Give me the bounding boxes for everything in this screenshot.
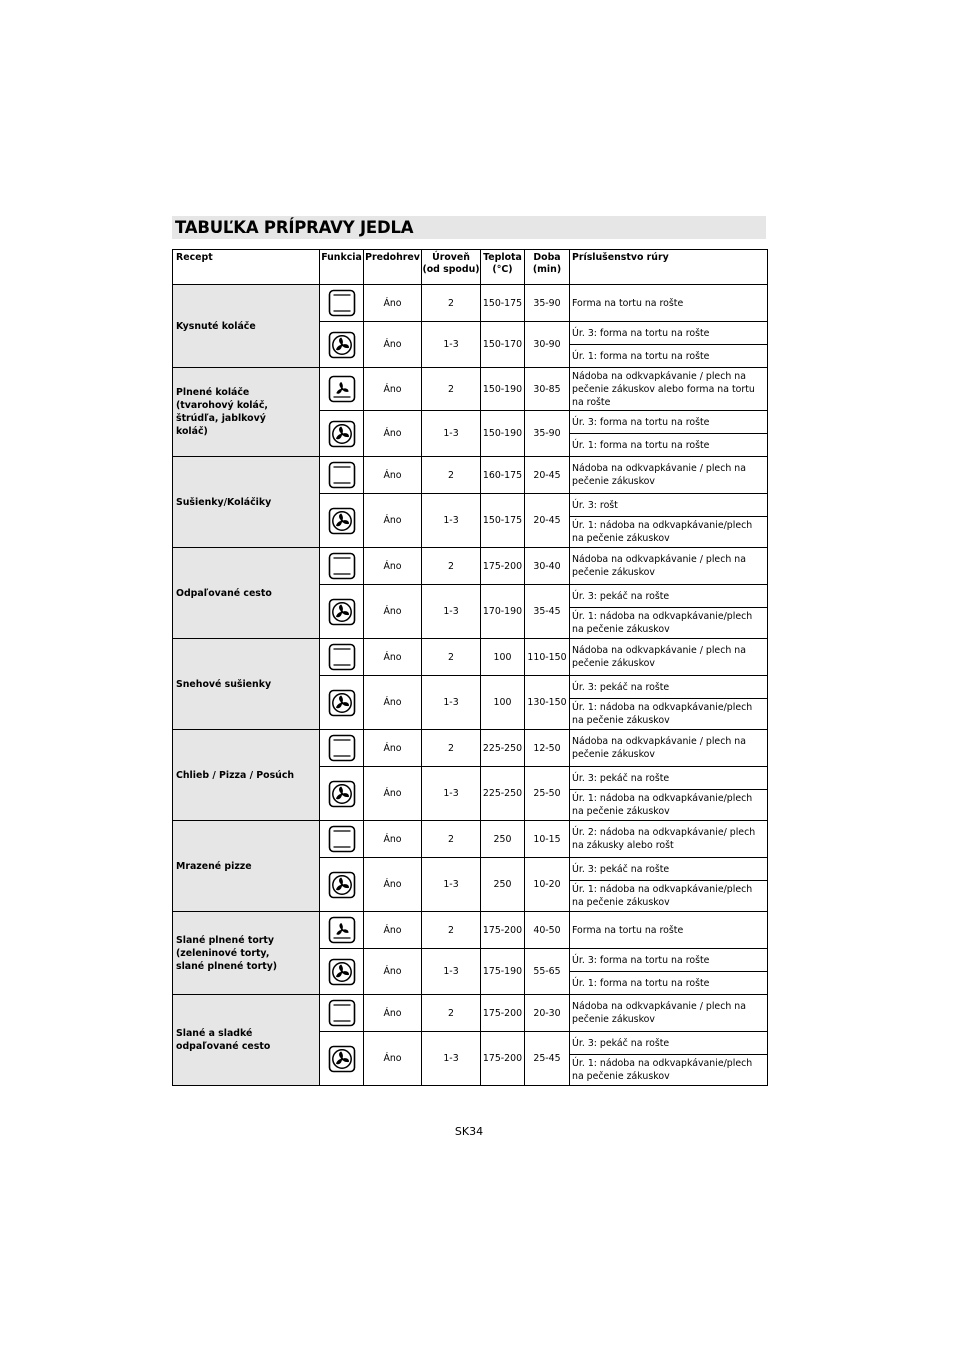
temperature-value: 175-190 <box>481 949 525 995</box>
accessory-text: Úr. 1: forma na tortu na rošte <box>570 345 768 368</box>
preheat-value: Áno <box>364 676 422 730</box>
recipe-name: Kysnuté koláče <box>173 285 320 368</box>
temperature-value: 150-175 <box>481 494 525 548</box>
level-value: 1-3 <box>422 767 481 821</box>
header-predohrev: Predohrev <box>364 250 422 285</box>
header-doba: Doba (min) <box>525 250 570 285</box>
function-cell <box>320 821 364 858</box>
accessory-text: Úr. 3: pekáč na rošte <box>570 767 768 790</box>
preheat-value: Áno <box>364 368 422 411</box>
accessory-text: Forma na tortu na rošte <box>570 912 768 949</box>
function-cell <box>320 949 364 995</box>
preheat-value: Áno <box>364 767 422 821</box>
function-cell <box>320 995 364 1032</box>
function-cell <box>320 548 364 585</box>
temperature-value: 150-175 <box>481 285 525 322</box>
convection-fan-icon <box>328 689 356 717</box>
function-cell <box>320 411 364 457</box>
temperature-value: 175-200 <box>481 912 525 949</box>
conventional-oven-icon <box>328 461 356 489</box>
time-value: 35-45 <box>525 585 570 639</box>
function-cell <box>320 585 364 639</box>
temperature-value: 175-200 <box>481 1032 525 1086</box>
accessory-text: Úr. 1: nádoba na odkvapkávanie/plech na pečenie zákuskov <box>570 699 768 730</box>
header-uroven: Úroveň (od spodu) <box>422 250 481 285</box>
accessory-text: Nádoba na odkvapkávanie / plech na pečenie zákuskov <box>570 548 768 585</box>
function-cell <box>320 767 364 821</box>
function-cell <box>320 1032 364 1086</box>
accessory-text: Úr. 1: nádoba na odkvapkávanie/plech na pečenie zákuskov <box>570 608 768 639</box>
accessory-text: Úr. 1: forma na tortu na rošte <box>570 434 768 457</box>
preheat-value: Áno <box>364 912 422 949</box>
table-row <box>173 912 768 949</box>
accessory-text: Nádoba na odkvapkávanie / plech na pečenie zákuskov <box>570 639 768 676</box>
temperature-value: 225-250 <box>481 767 525 821</box>
level-value: 1-3 <box>422 676 481 730</box>
conventional-oven-icon <box>328 734 356 762</box>
recipe-name: Chlieb / Pizza / Posúch <box>173 730 320 821</box>
function-cell <box>320 639 364 676</box>
preheat-value: Áno <box>364 1032 422 1086</box>
accessory-text: Úr. 1: forma na tortu na rošte <box>570 972 768 995</box>
table-row <box>173 368 768 411</box>
function-cell <box>320 912 364 949</box>
level-value: 2 <box>422 285 481 322</box>
conventional-oven-icon <box>328 825 356 853</box>
convection-fan-icon <box>328 420 356 448</box>
time-value: 25-45 <box>525 1032 570 1086</box>
temperature-value: 170-190 <box>481 585 525 639</box>
level-value: 2 <box>422 548 481 585</box>
time-value: 12-50 <box>525 730 570 767</box>
function-cell <box>320 285 364 322</box>
temperature-value: 250 <box>481 858 525 912</box>
table-row <box>173 285 768 322</box>
function-cell <box>320 858 364 912</box>
conventional-oven-icon <box>328 999 356 1027</box>
title-bar <box>172 216 766 239</box>
preheat-value: Áno <box>364 585 422 639</box>
table-row <box>173 457 768 494</box>
accessory-text: Úr. 3: pekáč na rošte <box>570 585 768 608</box>
convection-fan-icon <box>328 598 356 626</box>
recipe-name: Slané a sladké odpaľované cesto <box>173 995 320 1086</box>
level-value: 1-3 <box>422 411 481 457</box>
level-value: 1-3 <box>422 949 481 995</box>
table-row <box>173 730 768 767</box>
preheat-value: Áno <box>364 995 422 1032</box>
accessory-text: Úr. 1: nádoba na odkvapkávanie/plech na pečenie zákuskov <box>570 790 768 821</box>
temperature-value: 150-190 <box>481 411 525 457</box>
level-value: 1-3 <box>422 494 481 548</box>
convection-fan-icon <box>328 1045 356 1073</box>
preheat-value: Áno <box>364 730 422 767</box>
function-cell <box>320 368 364 411</box>
preheat-value: Áno <box>364 821 422 858</box>
preheat-value: Áno <box>364 285 422 322</box>
accessory-text: Forma na tortu na rošte <box>570 285 768 322</box>
table-header-row <box>173 250 768 285</box>
accessory-text: Úr. 3: rošt <box>570 494 768 517</box>
preheat-value: Áno <box>364 858 422 912</box>
preheat-value: Áno <box>364 949 422 995</box>
function-cell <box>320 457 364 494</box>
accessory-text: Úr. 3: forma na tortu na rošte <box>570 411 768 434</box>
recipe-name: Snehové sušienky <box>173 639 320 730</box>
page-title: TABUĽKA PRÍPRAVY JEDLA <box>175 218 414 237</box>
preheat-value: Áno <box>364 457 422 494</box>
accessory-text: Nádoba na odkvapkávanie / plech na pečenie zákuskov <box>570 995 768 1032</box>
header-teplota: Teplota (°C) <box>481 250 525 285</box>
level-value: 1-3 <box>422 585 481 639</box>
accessory-text: Úr. 1: nádoba na odkvapkávanie/plech na pečenie zákuskov <box>570 1055 768 1086</box>
table-row <box>173 995 768 1032</box>
fan-bake-icon <box>328 375 356 403</box>
preheat-value: Áno <box>364 548 422 585</box>
function-cell <box>320 730 364 767</box>
time-value: 35-90 <box>525 411 570 457</box>
time-value: 10-15 <box>525 821 570 858</box>
level-value: 2 <box>422 912 481 949</box>
level-value: 2 <box>422 730 481 767</box>
conventional-oven-icon <box>328 643 356 671</box>
preheat-value: Áno <box>364 411 422 457</box>
conventional-oven-icon <box>328 289 356 317</box>
header-prislusenstvo: Príslušenstvo rúry <box>570 250 768 285</box>
cooking-table <box>172 249 768 1086</box>
accessory-text: Nádoba na odkvapkávanie / plech na pečenie zákuskov <box>570 730 768 767</box>
temperature-value: 175-200 <box>481 995 525 1032</box>
preheat-value: Áno <box>364 322 422 368</box>
accessory-text: Úr. 3: pekáč na rošte <box>570 858 768 881</box>
accessory-text: Úr. 3: forma na tortu na rošte <box>570 322 768 345</box>
recipe-name: Mrazené pizze <box>173 821 320 912</box>
convection-fan-icon <box>328 507 356 535</box>
level-value: 1-3 <box>422 322 481 368</box>
time-value: 30-90 <box>525 322 570 368</box>
level-value: 1-3 <box>422 1032 481 1086</box>
level-value: 2 <box>422 368 481 411</box>
table-row <box>173 639 768 676</box>
recipe-name: Sušienky/Koláčiky <box>173 457 320 548</box>
level-value: 2 <box>422 995 481 1032</box>
temperature-value: 150-170 <box>481 322 525 368</box>
recipe-name: Odpaľované cesto <box>173 548 320 639</box>
accessory-text: Úr. 3: forma na tortu na rošte <box>570 949 768 972</box>
function-cell <box>320 676 364 730</box>
convection-fan-icon <box>328 331 356 359</box>
table-row <box>173 821 768 858</box>
level-value: 2 <box>422 639 481 676</box>
function-cell <box>320 494 364 548</box>
accessory-text: Nádoba na odkvapkávanie / plech na pečenie zákuskov <box>570 457 768 494</box>
time-value: 25-50 <box>525 767 570 821</box>
temperature-value: 100 <box>481 676 525 730</box>
temperature-value: 150-190 <box>481 368 525 411</box>
header-recept: Recept <box>173 250 320 285</box>
time-value: 130-150 <box>525 676 570 730</box>
time-value: 20-30 <box>525 995 570 1032</box>
temperature-value: 175-200 <box>481 548 525 585</box>
convection-fan-icon <box>328 871 356 899</box>
convection-fan-icon <box>328 780 356 808</box>
temperature-value: 250 <box>481 821 525 858</box>
fan-bake-icon <box>328 916 356 944</box>
accessory-text: Nádoba na odkvapkávanie / plech na pečenie zákuskov alebo forma na tortu na rošte <box>570 368 768 411</box>
accessory-text: Úr. 3: pekáč na rošte <box>570 676 768 699</box>
convection-fan-icon <box>328 958 356 986</box>
time-value: 40-50 <box>525 912 570 949</box>
recipe-name: Slané plnené torty (zeleninové torty, slané plnené torty) <box>173 912 320 995</box>
time-value: 30-85 <box>525 368 570 411</box>
temperature-value: 100 <box>481 639 525 676</box>
accessory-text: Úr. 2: nádoba na odkvapkávanie/ plech na zákusky alebo rošt <box>570 821 768 858</box>
accessory-text: Úr. 1: nádoba na odkvapkávanie/plech na pečenie zákuskov <box>570 517 768 548</box>
temperature-value: 225-250 <box>481 730 525 767</box>
function-cell <box>320 322 364 368</box>
table-row <box>173 548 768 585</box>
time-value: 110-150 <box>525 639 570 676</box>
page-number: SK34 <box>454 1125 484 1138</box>
time-value: 55-65 <box>525 949 570 995</box>
level-value: 2 <box>422 821 481 858</box>
time-value: 35-90 <box>525 285 570 322</box>
level-value: 1-3 <box>422 858 481 912</box>
preheat-value: Áno <box>364 494 422 548</box>
accessory-text: Úr. 1: nádoba na odkvapkávanie/plech na pečenie zákuskov <box>570 881 768 912</box>
recipe-name: Plnené koláče (tvarohový koláč, štrúdľa, jablkový koláč) <box>173 368 320 457</box>
time-value: 20-45 <box>525 494 570 548</box>
time-value: 10-20 <box>525 858 570 912</box>
preheat-value: Áno <box>364 639 422 676</box>
level-value: 2 <box>422 457 481 494</box>
time-value: 30-40 <box>525 548 570 585</box>
temperature-value: 160-175 <box>481 457 525 494</box>
header-funkcia: Funkcia <box>320 250 364 285</box>
time-value: 20-45 <box>525 457 570 494</box>
conventional-oven-icon <box>328 552 356 580</box>
accessory-text: Úr. 3: pekáč na rošte <box>570 1032 768 1055</box>
